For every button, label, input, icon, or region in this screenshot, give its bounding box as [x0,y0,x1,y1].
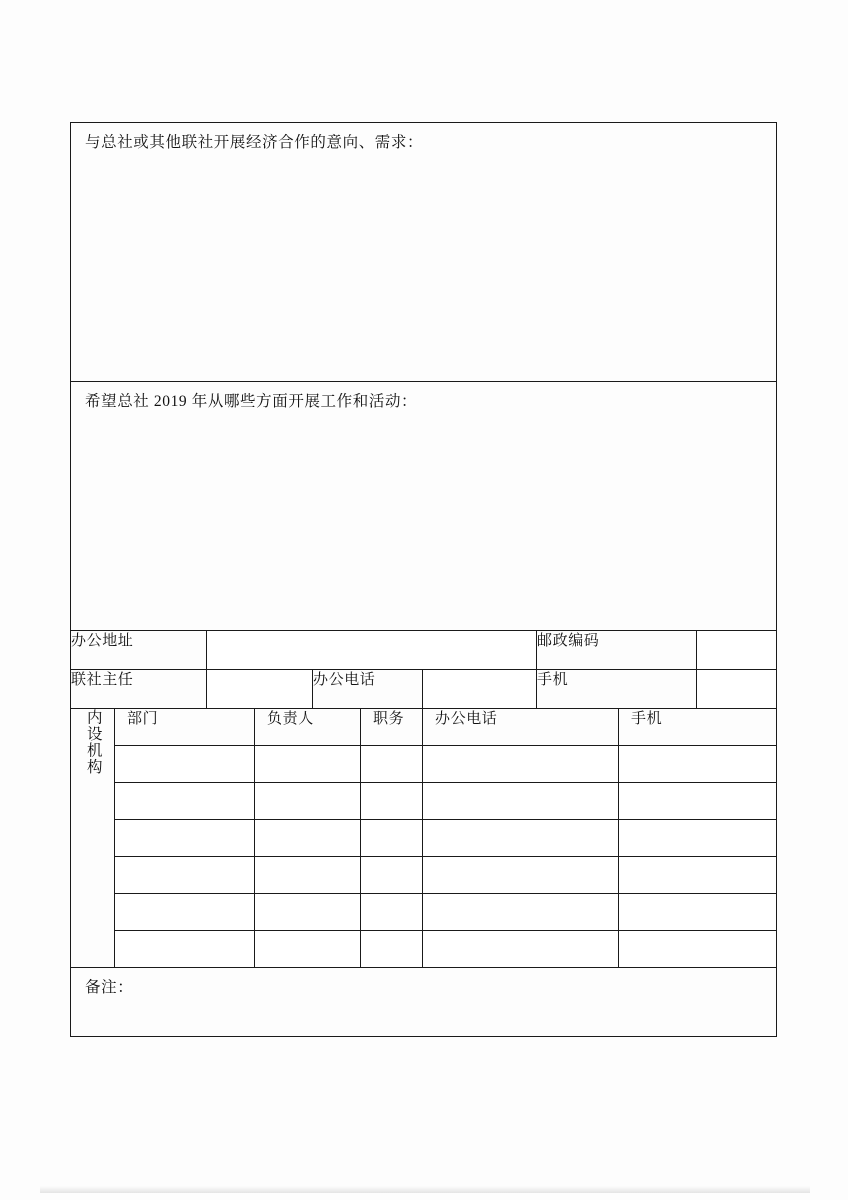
column-header-position: 职务 [361,709,423,746]
director-value[interactable] [207,670,313,709]
cell-office-phone[interactable] [423,931,619,968]
table-row [71,857,777,894]
remark-row [71,968,777,1037]
cell-mobile[interactable] [619,820,777,857]
cell-office-phone[interactable] [423,746,619,783]
table-row [71,931,777,968]
cell-office-phone[interactable] [423,820,619,857]
cell-department[interactable] [115,931,255,968]
column-header-mobile: 手机 [619,709,777,746]
director-label: 联社主任 [71,670,207,709]
internal-org-side-label-text: 内设机构 [84,709,102,775]
cell-mobile[interactable] [619,746,777,783]
cell-department[interactable] [115,894,255,931]
office-phone-label: 办公电话 [313,670,423,709]
office-phone-value[interactable] [423,670,537,709]
office-address-value[interactable] [207,631,537,670]
table-row [71,894,777,931]
cell-person-in-charge[interactable] [255,857,361,894]
cooperation-intent-cell[interactable] [71,123,777,382]
internal-org-side-label [71,709,115,968]
cell-position[interactable] [361,931,423,968]
cell-person-in-charge[interactable] [255,783,361,820]
cell-person-in-charge[interactable] [255,894,361,931]
cell-person-in-charge[interactable] [255,931,361,968]
cell-position[interactable] [361,894,423,931]
form-table-container [70,122,776,1037]
postal-code-value[interactable] [697,631,777,670]
cell-mobile[interactable] [619,931,777,968]
cell-person-in-charge[interactable] [255,746,361,783]
column-header-office-phone: 办公电话 [423,709,619,746]
survey-form-table [70,122,777,1037]
cell-office-phone[interactable] [423,894,619,931]
postal-code-label: 邮政编码 [537,631,697,670]
cell-position[interactable] [361,820,423,857]
cell-person-in-charge[interactable] [255,820,361,857]
cell-mobile[interactable] [619,894,777,931]
cooperation-intent-label: 与总社或其他联社开展经济合作的意向、需求： [85,134,424,151]
table-row [71,820,777,857]
office-address-label: 办公地址 [71,631,207,670]
cell-mobile[interactable] [619,857,777,894]
table-row [71,783,777,820]
cooperation-intent-row [71,123,777,382]
column-header-department: 部门 [115,709,255,746]
remark-label: 备注： [85,979,134,996]
mobile-value[interactable] [697,670,777,709]
cell-mobile[interactable] [619,783,777,820]
internal-org-header-row [71,709,777,746]
mobile-label: 手机 [537,670,697,709]
column-header-person-in-charge: 负责人 [255,709,361,746]
director-row [71,670,777,709]
table-row [71,746,777,783]
cell-position[interactable] [361,783,423,820]
cell-department[interactable] [115,820,255,857]
office-address-row [71,631,777,670]
cell-department[interactable] [115,783,255,820]
remark-cell[interactable] [71,968,777,1037]
expectations-label: 希望总社 2019 年从哪些方面开展工作和活动： [85,393,418,410]
cell-office-phone[interactable] [423,783,619,820]
cell-department[interactable] [115,857,255,894]
cell-position[interactable] [361,746,423,783]
expectations-row [71,382,777,631]
expectations-cell[interactable] [71,382,777,631]
cell-office-phone[interactable] [423,857,619,894]
page-bottom-shadow [40,1186,810,1193]
cell-position[interactable] [361,857,423,894]
cell-department[interactable] [115,746,255,783]
